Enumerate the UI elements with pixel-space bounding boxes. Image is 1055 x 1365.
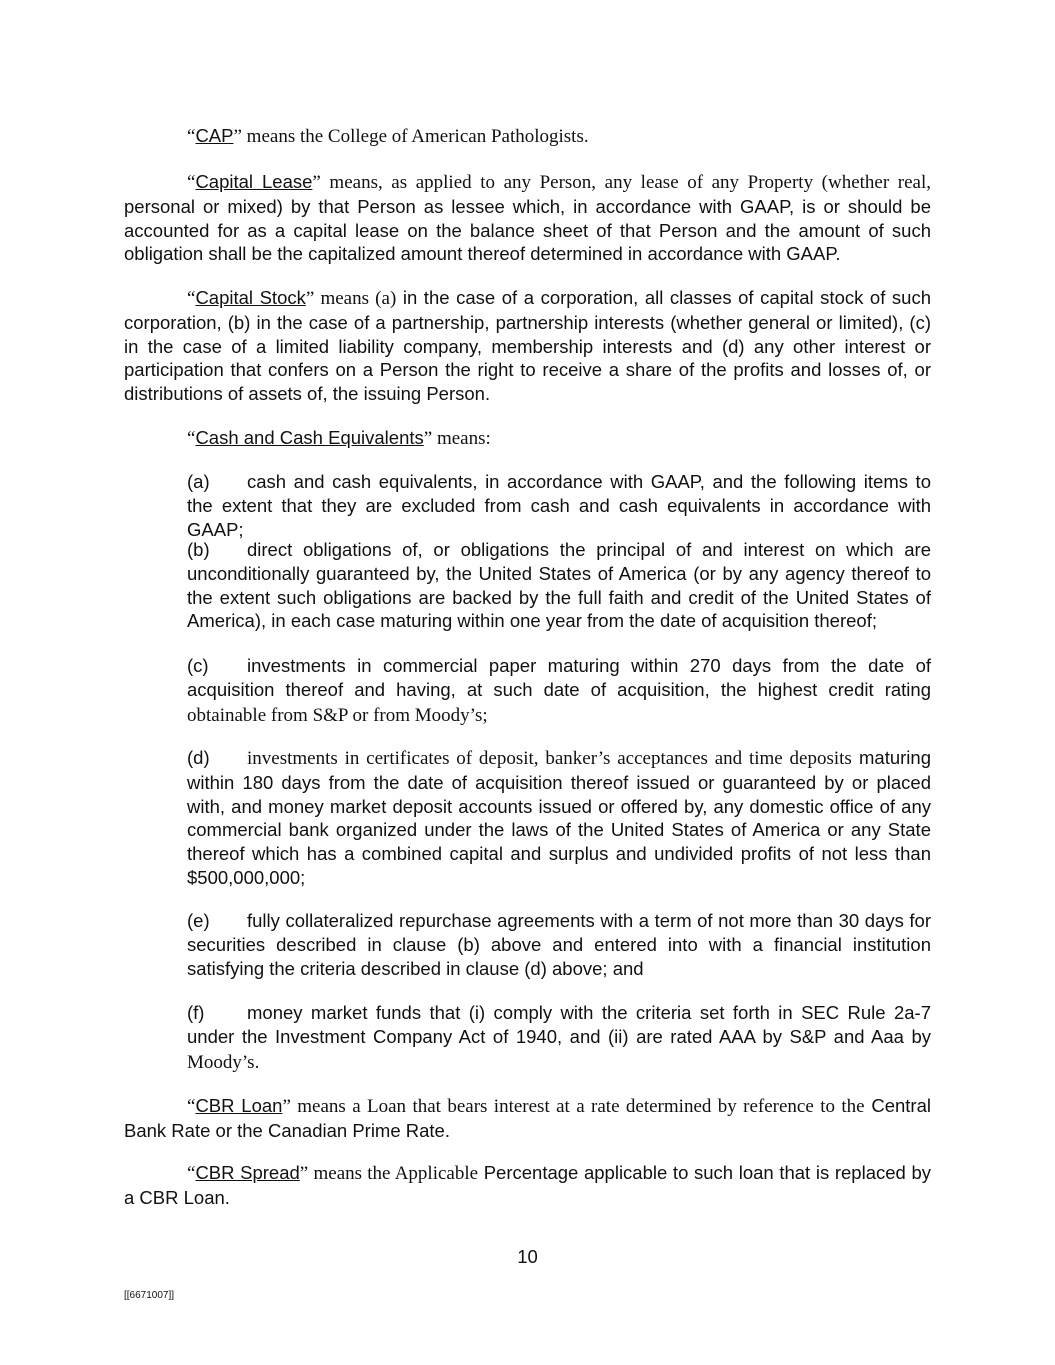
definition-cbr-loan: “CBR Loan” means a Loan that bears interest at a rate determined by reference to the Central Bank Rate or the Canadian Prime Rate.: [124, 1095, 931, 1141]
defined-term: CBR Spread: [195, 1162, 300, 1183]
defined-term: CBR Loan: [195, 1095, 283, 1116]
definition-cap: “CAP” means the College of American Pathologists.: [187, 125, 589, 147]
definition-lead: means (a): [314, 288, 397, 309]
item-text: maturing within 180 days from the date of acquisition thereof issued or guaranteed by or placed with, and money market deposit accounts issued or offered by, any domestic office of any commercial bank organized under the laws of the United States of America or any State thereof which has a combined capital and surplus and undivided profits of not less than $500,000,000;: [187, 747, 931, 888]
definition-capital-stock: “Capital Stock” means (a) in the case of a corporation, all classes of capital stock of such corporation, (b) in the case of a partnership, partnership interests (whether general or limited), (c) in the case of a limited liability company, membership interests and (d) any other interest or participation that confers on a Person the right to receive a share of the profits and losses of, or distributions of assets of, the issuing Person.: [124, 287, 931, 405]
item-text: fully collateralized repurchase agreements with a term of not more than 30 days for securities described in clause (b) above and entered into with a financial institution satisfying the criteria described in clause (d) above; and: [187, 910, 931, 979]
defined-term: Capital Lease: [195, 171, 313, 192]
item-label: (a): [187, 471, 210, 492]
item-text: cash and cash equivalents, in accordance with GAAP, and the following items to the extent that they are excluded from cash and cash equivalents in accordance with GAAP;: [187, 471, 931, 540]
item-text: money market funds that (i) comply with the criteria set forth in SEC Rule 2a-7 under the Investment Company Act of 1940, and (ii) are rated AAA by S&P and Aaa by: [187, 1002, 931, 1047]
list-item: [187, 538, 931, 633]
item-label: (f): [187, 1002, 205, 1023]
definition-body: in the case of a corporation, all classes of capital stock of such corporation, (b) in the case of a partnership, partnership interests (whether general or limited), (c) in the case of a limited liability company, membership interests and (d) any other interest or participation that confers on a Person the right to receive a share of the profits and losses of, or distributions of assets of, the issuing Person.: [124, 287, 931, 405]
document-id: [[6671007]]: [124, 1290, 175, 1301]
item-text-lead: investments in certificates of deposit, banker’s acceptances and time deposits: [247, 748, 852, 769]
definition-lead: means the Applicable: [308, 1163, 479, 1184]
item-label: (b): [187, 539, 210, 560]
definition-cash-equivalents: “Cash and Cash Equivalents” means:: [187, 427, 491, 449]
item-label: (d): [187, 747, 210, 768]
list-item: [187, 746, 931, 890]
list-item: [187, 909, 931, 980]
item-label: (c): [187, 655, 209, 676]
page-number: 10: [517, 1246, 538, 1267]
list-item: [187, 470, 931, 541]
item-text: investments in commercial paper maturing within 270 days from the date of acquisition thereof and having, at such date of acquisition, the highest credit rating: [187, 655, 931, 700]
definition-cbr-spread: “CBR Spread” means the Applicable Percentage applicable to such loan that is replaced by a CBR Loan.: [124, 1162, 931, 1208]
item-text: direct obligations of, or obligations the principal of and interest on which are unconditionally guaranteed by, the United States of America (or by any agency thereof to the extent such obligations are backed by the full faith and credit of the United States of America), in each case maturing within one year from the date of acquisition thereof;: [187, 539, 931, 632]
definition-lead: means, as applied to any Person, any lease of any Property (whether real,: [320, 172, 931, 193]
definition-lead: means the College of American Pathologists.: [241, 126, 589, 147]
defined-term: Cash and Cash Equivalents: [195, 427, 424, 448]
list-item: [187, 1001, 931, 1074]
item-text-tail: Moody’s.: [187, 1051, 260, 1073]
definition-lead: means a Loan that bears interest at a rate determined by reference to the: [290, 1096, 865, 1117]
definition-body: Percentage applicable to such loan that is replaced by a CBR Loan.: [124, 1162, 931, 1208]
definition-capital-lease: “Capital Lease” means, as applied to any Person, any lease of any Property (whether real, personal or mixed) by that Person as lessee which, in accordance with GAAP, is or should be accounted for as a capital lease on the balance sheet of that Person and the amount of such obligation shall be the capitalized amount thereof determined in accordance with GAAP.: [124, 171, 931, 265]
item-text-tail: obtainable from S&P or from Moody’s;: [187, 704, 488, 726]
definition-body: Central Bank Rate or the Canadian Prime Rate.: [124, 1095, 931, 1141]
definition-body: personal or mixed) by that Person as lessee which, in accordance with GAAP, is or should be accounted for as a capital lease on the balance sheet of that Person and the amount of such obligation shall be the capitalized amount thereof determined in accordance with GAAP.: [124, 195, 931, 265]
definition-lead: means:: [432, 428, 491, 449]
list-item: [187, 654, 931, 727]
defined-term: CAP: [195, 125, 234, 146]
defined-term: Capital Stock: [195, 287, 306, 308]
item-label: (e): [187, 910, 210, 931]
